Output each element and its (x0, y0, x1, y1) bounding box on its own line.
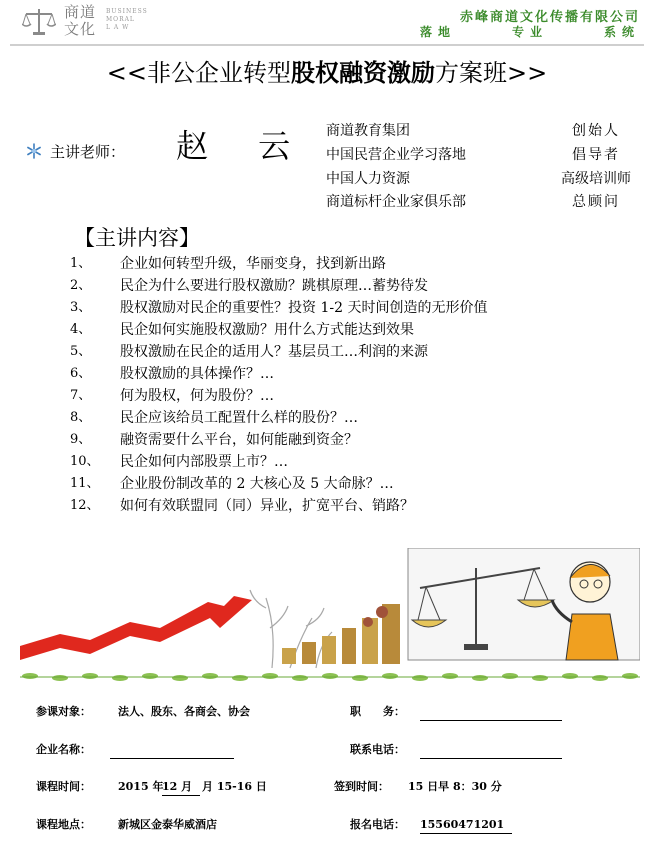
credential-org: 商道教育集团 (326, 123, 410, 139)
list-item: 股权激励对民企的重要性？投资 1-2 天时间创造的无形价值 (120, 300, 488, 316)
list-item-number: 6、 (70, 366, 92, 381)
list-item-number: 12、 (70, 498, 100, 513)
page-title (0, 56, 654, 90)
logo-wordmark-en: BUSINESS MORAL L A W (106, 8, 148, 31)
course-time-year: 2015 年 (118, 780, 164, 793)
venue-value: 新城区金泰华威酒店 (118, 818, 217, 831)
title-bold: 股权融资激励 (291, 59, 435, 87)
course-time-days: 月 15-16 日 (202, 780, 267, 793)
list-item: 股权激励的具体操作？… (120, 366, 274, 382)
credential-org: 中国人力资源 (326, 171, 410, 187)
credential-org: 中国民营企业学习落地 (326, 147, 466, 163)
credential-org: 商道标杆企业家俱乐部 (326, 194, 466, 210)
lecturer-label: 主讲老师： (50, 143, 126, 161)
header-divider (10, 44, 644, 46)
lecturer-name: 赵 云 (176, 127, 311, 165)
position-label: 职 务： (350, 705, 405, 718)
title-suffix: 方案班>> (435, 59, 548, 87)
content-heading: 【主讲内容】 (74, 226, 200, 250)
checkin-value: 15 日早 8：30 分 (408, 780, 502, 793)
list-item-number: 3、 (70, 300, 92, 315)
credential-role: 高级培训师 (561, 171, 631, 187)
list-item: 何为股权，何为股份？… (120, 388, 274, 404)
audience-label: 参课对象： (36, 705, 91, 718)
list-item-number: 11、 (70, 476, 100, 491)
list-item-number: 8、 (70, 410, 92, 425)
signup-phone-value: 15560471201 (420, 817, 512, 834)
list-item-number: 2、 (70, 278, 92, 293)
venue-label: 课程地点： (36, 818, 91, 831)
list-item: 如何有效联盟同（同）异业，扩宽平台、销路？ (120, 498, 414, 514)
signup-phone-label: 报名电话： (350, 818, 405, 831)
course-time-month: 12 月 (162, 779, 200, 796)
list-item: 企业股份制改革的 2 大核心及 5 大命脉？… (120, 476, 394, 492)
credential-role: 创始人 (572, 123, 620, 139)
snowflake-icon (26, 143, 42, 159)
company-label: 企业名称： (36, 743, 91, 756)
list-item-number: 4、 (70, 322, 92, 337)
list-item-number: 5、 (70, 344, 92, 359)
list-item-number: 9、 (70, 432, 92, 447)
credential-role: 总顾问 (572, 194, 620, 210)
list-item: 企业如何转型升级，华丽变身，找到新出路 (120, 256, 386, 272)
list-item-number: 10、 (70, 454, 100, 469)
list-item: 民企如何内部股票上市？… (120, 454, 288, 470)
slogan-item: 系统 (603, 25, 640, 39)
list-item-number: 7、 (70, 388, 92, 403)
audience-value: 法人、股东、各商会、协会 (118, 705, 250, 718)
company-name: 赤峰商道文化传播有限公司 (459, 10, 640, 25)
list-item: 民企应该给员工配置什么样的股份？… (120, 410, 358, 426)
growth-illustration (20, 548, 640, 688)
growth-arrow-icon (20, 596, 252, 660)
phone-label: 联系电话： (350, 743, 405, 756)
scales-logo-icon (22, 6, 56, 36)
company-slogan (420, 23, 640, 40)
credential-role: 倡导者 (572, 147, 620, 163)
slogan-item: 专业 (511, 25, 548, 39)
logo-wordmark-cn: 商道 文化 (64, 3, 97, 38)
title-prefix: <<非公企业转型 (106, 59, 291, 87)
list-item: 民企为什么要进行股权激励？跳棋原理…蓄势待发 (120, 278, 428, 294)
checkin-label: 签到时间： (334, 780, 389, 793)
company-field[interactable] (110, 742, 234, 759)
list-item: 股权激励在民企的适用人？基层员工…利润的来源 (120, 344, 428, 360)
phone-field[interactable] (420, 742, 562, 759)
list-item: 民企如何实施股权激励？用什么方式能达到效果 (120, 322, 414, 338)
course-time-label: 课程时间： (36, 780, 91, 793)
coin-stacks-icon (282, 604, 400, 664)
position-field[interactable] (420, 704, 562, 721)
list-item: 融资需要什么平台，如何能融到资金？ (120, 432, 358, 448)
list-item-number: 1、 (70, 256, 92, 271)
slogan-item: 落地 (419, 25, 456, 39)
